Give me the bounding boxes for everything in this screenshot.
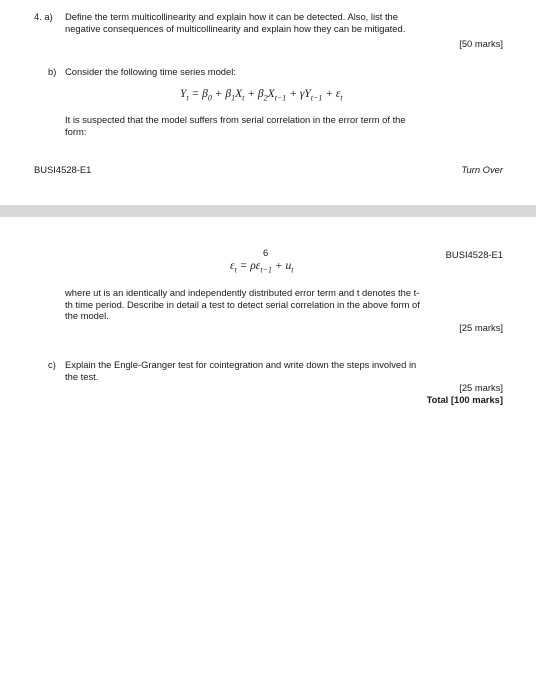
error-equation <box>230 261 293 276</box>
suspect-text-line1: It is suspected that the model suffers from serial correlation in the error term of the <box>65 114 406 125</box>
question-4a-text-line2: negative consequences of multicollinearity and explain how they can be mitigated. <box>65 23 406 34</box>
question-4b-marks: [25 marks] <box>459 322 503 333</box>
suspect-text-line2: form: <box>65 126 87 137</box>
question-4b-text: Consider the following time series model: <box>65 66 236 77</box>
total-marks: Total [100 marks] <box>426 394 503 405</box>
model-equation <box>180 89 343 104</box>
header-code: BUSI4528-E1 <box>445 249 503 260</box>
where-text-line1: where ut is an identically and independently distributed error term and t denotes the t- <box>65 287 420 298</box>
where-text-line3: the model. <box>65 310 109 321</box>
page-number: 6 <box>263 247 269 258</box>
footer-turn-over: Turn Over <box>461 164 503 175</box>
question-4a-text-line1: Define the term multicollinearity and explain how it can be detected. Also, list the <box>65 11 398 22</box>
question-4b-label: b) <box>48 66 57 77</box>
question-4c-text-line1: Explain the Engle-Granger test for cointegration and write down the steps involved in <box>65 359 417 370</box>
error-equation-text: $\varepsilon_t = \rho\varepsilon_{t-1} + u_t$ <box>230 260 294 275</box>
exam-page-2 <box>0 217 536 700</box>
question-4c-label: c) <box>48 359 56 370</box>
question-4c-marks: [25 marks] <box>459 382 503 393</box>
footer-code: BUSI4528-E1 <box>34 164 92 175</box>
where-text-line2: th time period. Describe in detail a test to detect serial correlation in the above form of <box>65 299 420 310</box>
exam-page-1 <box>0 0 536 205</box>
question-4a-label: 4. a) <box>34 11 53 22</box>
question-4a-marks: [50 marks] <box>459 38 503 49</box>
page-separator <box>0 205 536 217</box>
question-4c-text-line2: the test. <box>65 371 99 382</box>
model-equation-text: $Y_t = \beta_0 + \beta_1X_t + \beta_2X_{t-1} + \gamma Y_{t-1} + \varepsilon_t$ <box>180 88 343 103</box>
